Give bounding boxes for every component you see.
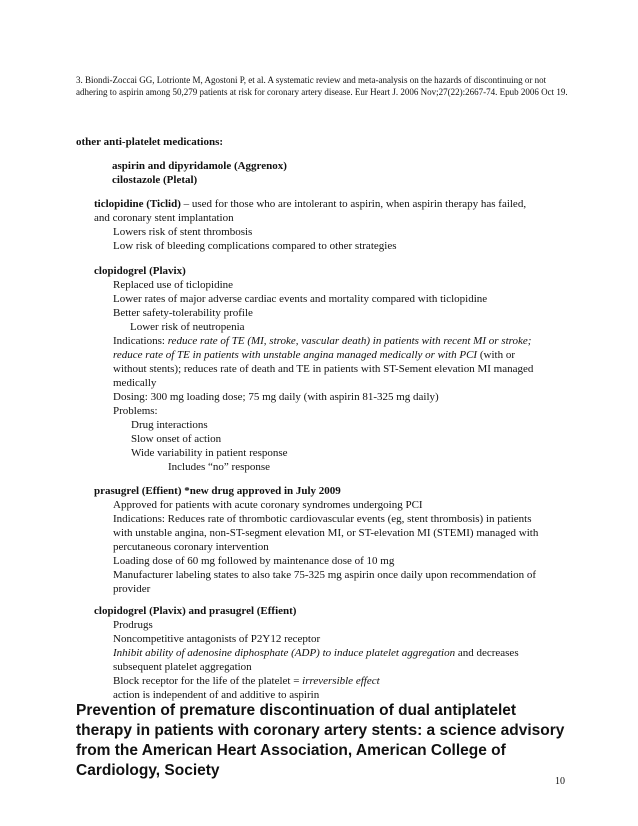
plavix-line-1: Replaced use of ticlopidine: [113, 279, 234, 291]
effient-line-2: Indications: Reduces rate of thrombotic cardiovascular events (eg, stent thrombosis) in patients: [113, 513, 532, 525]
both-line-3-rest: and decreases: [455, 647, 519, 659]
ticlid-line-1: [94, 198, 526, 211]
effient-line-3: with unstable angina, non-ST-segment elevation MI, or ST-elevation MI (STEMI) managed with: [113, 527, 539, 539]
both-line-5-plain: Block receptor for the life of the platelet =: [113, 675, 303, 687]
both-line-6: action is independent of and additive to aspirin: [113, 689, 320, 701]
effient-line-5: Loading dose of 60 mg followed by maintenance dose of 10 mg: [113, 555, 395, 567]
ticlid-line-2: and coronary stent implantation: [94, 212, 234, 224]
both-line-2: Noncompetitive antagonists of P2Y12 receptor: [113, 633, 321, 645]
page-number: 10: [555, 776, 565, 787]
plavix-ind-label: Indications:: [113, 335, 168, 347]
both-line-1: Prodrugs: [113, 619, 153, 631]
plavix-problem-4: Includes “no” response: [168, 461, 271, 473]
pletal-line: cilostazole (Pletal): [112, 174, 198, 186]
ticlid-line-3: Lowers risk of stent thrombosis: [113, 226, 253, 238]
both-line-4: subsequent platelet aggregation: [113, 661, 252, 673]
effient-line-6: Manufacturer labeling states to also take 75-325 mg aspirin once daily upon recommendation of: [113, 569, 537, 581]
plavix-dosing: Dosing: 300 mg loading dose; 75 mg daily (with aspirin 81-325 mg daily): [113, 391, 439, 403]
plavix-indications-1: [113, 335, 531, 348]
section-heading: other anti-platelet medications:: [76, 136, 224, 148]
both-line-5: [113, 675, 380, 688]
plavix-line-3: Better safety-tolerability profile: [113, 307, 253, 319]
effient-line-4: percutaneous coronary intervention: [113, 541, 269, 553]
plavix-problem-1: Drug interactions: [131, 419, 208, 431]
reference-citation: 3. Biondi-Zoccai GG, Lotrionte M, Agostoni P, et al. A systematic review and meta-analysis on the hazards of discontinuing or not adhering to aspirin among 50,279 patients at risk for coronary artery disease. Eur Heart J. 2006 Nov;27(22):2667-74. Epub 2006 Oct 19.: [76, 75, 568, 97]
plavix-line-2: Lower rates of major adverse cardiac events and mortality compared with ticlopidine: [113, 293, 488, 305]
plavix-problem-3: Wide variability in patient response: [131, 447, 288, 459]
plavix-ind-italic-2: reduce rate of TE in patients with unstable angina managed medically or with PCI: [113, 349, 478, 361]
plavix-ind-italic-1: reduce rate of TE (MI, stroke, vascular death) in patients with recent MI or stroke;: [167, 335, 532, 347]
effient-line-1: Approved for patients with acute coronary syndromes undergoing PCI: [113, 499, 423, 511]
both-name: clopidogrel (Plavix) and prasugrel (Effient): [94, 605, 297, 617]
plavix-indications-3: without stents); reduces rate of death and TE in patients with ST-Sement elevation MI managed: [113, 363, 534, 375]
both-line-5-italic: irreversible effect: [302, 675, 380, 687]
aggrenox-line: aspirin and dipyridamole (Aggrenox): [112, 160, 287, 172]
plavix-ind-rest-2: (with or: [477, 349, 515, 361]
plavix-problems: Problems:: [113, 405, 158, 417]
plavix-line-4: Lower risk of neutropenia: [130, 321, 245, 333]
effient-line-7: provider: [113, 583, 151, 595]
advisory-title: Prevention of premature discontinuation of dual antiplatelet therapy in patients with coronary artery stents: a science advisory from the American Heart Association, American College of Cardiology, Society: [76, 702, 565, 779]
plavix-indications-4: medically: [113, 377, 157, 389]
effient-name: prasugrel (Effient) *new drug approved in July 2009: [94, 485, 341, 497]
ticlid-name: ticlopidine (Ticlid): [94, 198, 181, 210]
both-line-3-italic: Inhibit ability of adenosine diphosphate (ADP) to induce platelet aggregation: [113, 647, 456, 659]
plavix-name: clopidogrel (Plavix): [94, 265, 186, 277]
both-line-3: [113, 647, 519, 660]
plavix-indications-2: [113, 349, 515, 362]
ticlid-line-4: Low risk of bleeding complications compared to other strategies: [113, 240, 397, 252]
ticlid-desc: – used for those who are intolerant to aspirin, when aspirin therapy has failed,: [180, 198, 527, 210]
plavix-problem-2: Slow onset of action: [131, 433, 222, 445]
